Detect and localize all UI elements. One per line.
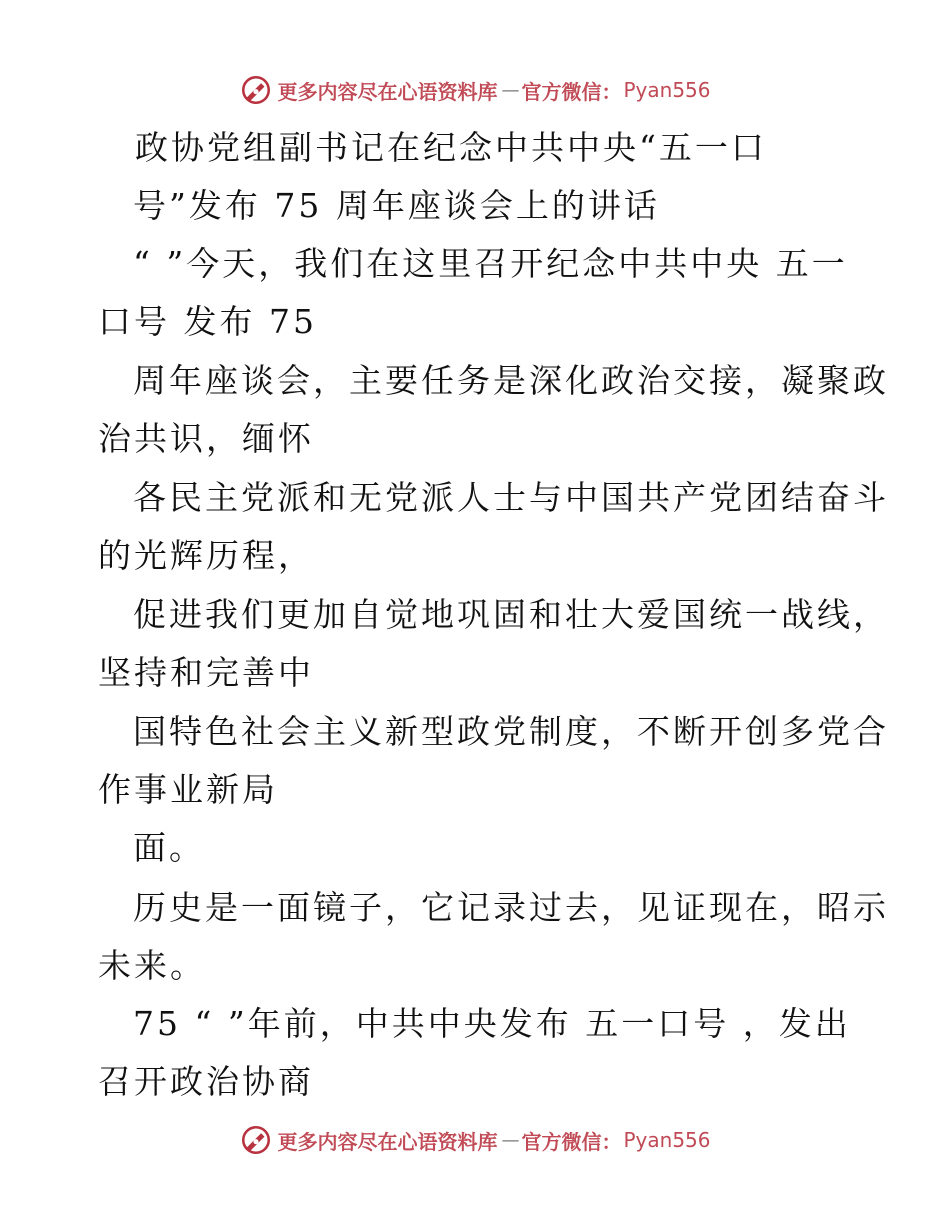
body-line: 治共识，缅怀 [98, 419, 314, 458]
body-line: 历史是一面镜子，它记录过去，见证现在，昭示 [133, 888, 889, 927]
banner-wechat-label: 官方微信： [521, 79, 622, 104]
body-line: “ ”今天，我们在这里召开纪念中共中央 五一 [133, 244, 848, 283]
title-line-2: 号”发布 75 周年座谈会上的讲话 [133, 186, 660, 225]
pen-logo-icon [239, 1123, 273, 1157]
banner-title: 更多内容尽在心语资料库 [277, 1129, 498, 1154]
header-banner [0, 68, 950, 112]
pen-logo-icon [239, 73, 273, 107]
title-line-1: 政协党组副书记在纪念中共中央“五一口 [135, 128, 767, 167]
body-line: 面。 [133, 828, 205, 867]
body-line: 促进我们更加自觉地巩固和壮大爱国统一战线， [133, 595, 889, 634]
body-line: 国特色社会主义新型政党制度，不断开创多党合 [133, 712, 889, 751]
body-line: 未来。 [98, 946, 206, 985]
body-line: 周年座谈会，主要任务是深化政治交接，凝聚政 [133, 361, 889, 400]
body-line: 的光辉历程， [98, 536, 314, 575]
body-line: 作事业新局 [98, 770, 278, 809]
body-line: 坚持和完善中 [98, 653, 314, 692]
banner-title: 更多内容尽在心语资料库 [277, 79, 498, 104]
body-line: 口号 发布 75 [98, 302, 317, 341]
banner-wechat-id: Pyan556 [623, 1128, 711, 1152]
banner-separator: — [501, 79, 520, 101]
body-line: 各民主党派和无党派人士与中国共产党团结奋斗 [133, 478, 889, 517]
footer-banner [0, 1118, 950, 1162]
banner-wechat-label: 官方微信： [521, 1129, 622, 1154]
banner-separator: — [501, 1129, 520, 1151]
body-line: 75 “ ”年前，中共中央发布 五一口号 ，发出 [133, 1004, 851, 1043]
body-line: 召开政治协商 [98, 1062, 314, 1101]
banner-wechat-id: Pyan556 [623, 78, 711, 102]
